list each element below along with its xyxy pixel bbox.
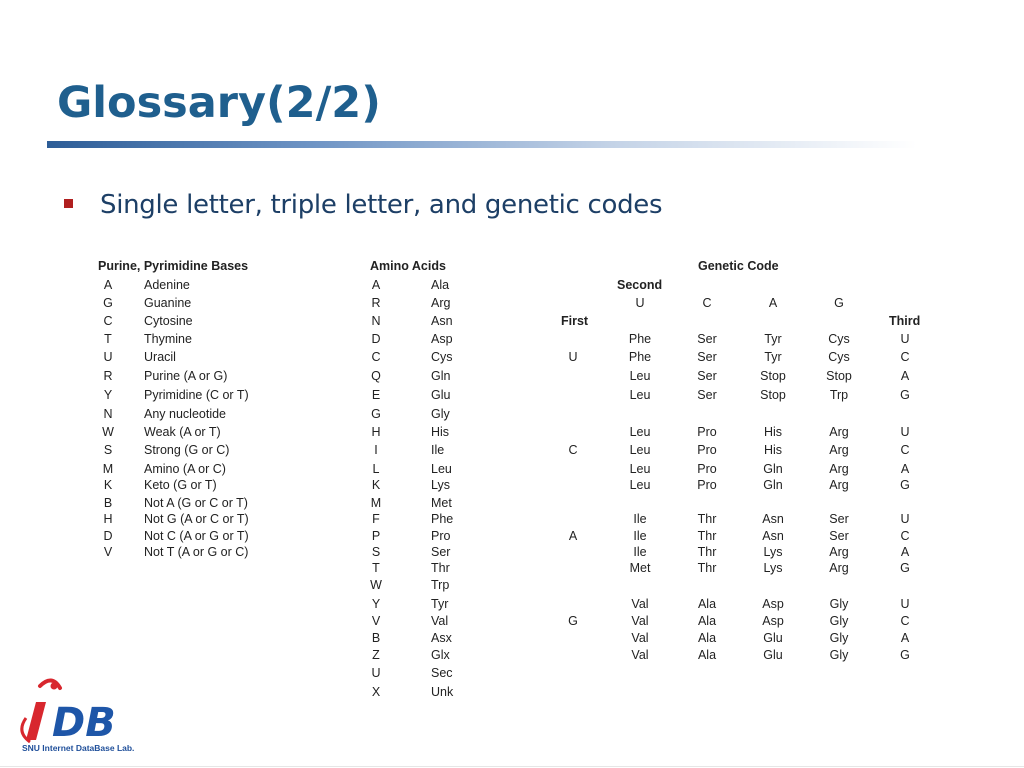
base-name: Any nucleotide <box>144 407 227 421</box>
base-name: Not T (A or G or C) <box>144 545 249 559</box>
amino-single-letter: L <box>372 462 380 476</box>
codon-amino-acid: Ala <box>697 597 717 611</box>
codon-amino-acid: Ser <box>829 512 849 526</box>
amino-three-letter: Asx <box>431 631 452 645</box>
amino-three-letter: Leu <box>431 462 452 476</box>
codon-amino-acid: Ala <box>697 614 717 628</box>
base-name: Thymine <box>144 332 192 346</box>
codon-amino-acid: Met <box>629 561 651 575</box>
third-base: C <box>900 350 910 364</box>
amino-single-letter: S <box>371 545 381 559</box>
base-name: Not G (A or C or T) <box>144 512 249 526</box>
second-base-a: A <box>768 296 778 310</box>
codon-amino-acid: His <box>763 425 783 439</box>
third-base: A <box>900 545 910 559</box>
amino-acids-header: Amino Acids <box>370 259 446 273</box>
codon-amino-acid: Thr <box>697 561 717 575</box>
third-base: C <box>900 443 910 457</box>
amino-three-letter: Thr <box>431 561 450 575</box>
base-code: C <box>103 314 113 328</box>
base-code: N <box>103 407 113 421</box>
codon-amino-acid: Cys <box>828 332 850 346</box>
third-base: C <box>900 614 910 628</box>
amino-three-letter: Glx <box>431 648 450 662</box>
codon-amino-acid: Asn <box>762 512 784 526</box>
third-base: A <box>900 462 910 476</box>
base-code: D <box>103 529 113 543</box>
base-name: Not C (A or G or T) <box>144 529 249 543</box>
amino-single-letter: I <box>374 443 378 457</box>
third-base: G <box>900 648 910 662</box>
codon-amino-acid: Arg <box>829 561 849 575</box>
codon-amino-acid: Gly <box>829 648 849 662</box>
amino-single-letter: Y <box>371 597 381 611</box>
first-position-label: First <box>561 314 589 328</box>
codon-amino-acid: Ser <box>829 529 849 543</box>
codon-amino-acid: Ile <box>633 529 647 543</box>
codon-amino-acid: Ser <box>697 369 717 383</box>
codon-amino-acid: Val <box>631 614 649 628</box>
codon-amino-acid: Gln <box>763 462 783 476</box>
amino-single-letter: D <box>371 332 381 346</box>
third-base: G <box>900 561 910 575</box>
codon-amino-acid: Ser <box>697 350 717 364</box>
third-base: U <box>900 512 910 526</box>
base-name: Keto (G or T) <box>144 478 217 492</box>
codon-amino-acid: Leu <box>629 462 651 476</box>
codon-amino-acid: Trp <box>829 388 849 402</box>
codon-amino-acid: Ser <box>697 388 717 402</box>
codon-amino-acid: Pro <box>697 478 717 492</box>
amino-three-letter: Gln <box>431 369 451 383</box>
base-code: S <box>103 443 113 457</box>
codon-amino-acid: Pro <box>697 462 717 476</box>
amino-three-letter: Phe <box>431 512 454 526</box>
first-base-u: U <box>568 350 578 364</box>
bullet-text: Single letter, triple letter, and genetic codes <box>100 190 663 220</box>
bullet-square-icon <box>64 199 73 208</box>
amino-single-letter: P <box>371 529 381 543</box>
base-code: B <box>103 496 113 510</box>
amino-three-letter: Tyr <box>431 597 449 611</box>
amino-three-letter: Ser <box>431 545 451 559</box>
codon-amino-acid: Gly <box>829 631 849 645</box>
amino-three-letter: Ile <box>431 443 445 457</box>
amino-single-letter: F <box>372 512 380 526</box>
codon-amino-acid: Gln <box>763 478 783 492</box>
codon-amino-acid: Tyr <box>764 332 782 346</box>
amino-three-letter: Asp <box>431 332 453 346</box>
codon-amino-acid: Leu <box>629 443 651 457</box>
base-code: U <box>103 350 113 364</box>
codon-amino-acid: Val <box>631 597 649 611</box>
codon-amino-acid: Ile <box>633 545 647 559</box>
codon-amino-acid: Arg <box>829 478 849 492</box>
base-code: T <box>104 332 112 346</box>
title-divider <box>47 141 917 148</box>
codon-amino-acid: Gly <box>829 614 849 628</box>
footer-divider <box>0 766 1024 767</box>
codon-amino-acid: Arg <box>829 462 849 476</box>
codon-amino-acid: Stop <box>826 369 852 383</box>
amino-three-letter: Unk <box>431 685 454 699</box>
third-base: C <box>900 529 910 543</box>
amino-single-letter: A <box>371 278 381 292</box>
base-code: M <box>102 462 114 476</box>
amino-three-letter: Trp <box>431 578 450 592</box>
amino-single-letter: K <box>371 478 381 492</box>
codon-amino-acid: Asn <box>762 529 784 543</box>
second-base-c: C <box>702 296 712 310</box>
codon-amino-acid: Stop <box>760 369 786 383</box>
codon-amino-acid: Leu <box>629 369 651 383</box>
base-name: Strong (G or C) <box>144 443 230 457</box>
amino-single-letter: B <box>371 631 381 645</box>
amino-three-letter: Arg <box>431 296 451 310</box>
codon-amino-acid: Arg <box>829 443 849 457</box>
codon-amino-acid: Ser <box>697 332 717 346</box>
third-base: G <box>900 388 910 402</box>
codon-amino-acid: Thr <box>697 512 717 526</box>
codon-amino-acid: Phe <box>628 332 652 346</box>
codon-amino-acid: Stop <box>760 388 786 402</box>
base-name: Amino (A or C) <box>144 462 226 476</box>
codon-amino-acid: His <box>763 443 783 457</box>
codon-amino-acid: Tyr <box>764 350 782 364</box>
amino-single-letter: Q <box>371 369 381 383</box>
amino-single-letter: G <box>371 407 381 421</box>
codon-amino-acid: Lys <box>763 545 783 559</box>
codon-amino-acid: Arg <box>829 425 849 439</box>
base-name: Purine (A or G) <box>144 369 228 383</box>
base-code: V <box>103 545 113 559</box>
codon-amino-acid: Thr <box>697 529 717 543</box>
codon-amino-acid: Leu <box>629 388 651 402</box>
base-name: Uracil <box>144 350 176 364</box>
third-base: G <box>900 478 910 492</box>
base-code: Y <box>103 388 113 402</box>
amino-single-letter: W <box>370 578 382 592</box>
third-base: U <box>900 425 910 439</box>
base-code: H <box>103 512 113 526</box>
amino-three-letter: Cys <box>431 350 453 364</box>
codon-amino-acid: Glu <box>763 648 783 662</box>
amino-three-letter: Sec <box>431 666 453 680</box>
slide-title: Glossary(2/2) <box>57 78 381 128</box>
base-code: W <box>102 425 114 439</box>
codon-amino-acid: Leu <box>629 478 651 492</box>
codon-amino-acid: Pro <box>697 425 717 439</box>
base-code: K <box>103 478 113 492</box>
codon-amino-acid: Cys <box>828 350 850 364</box>
amino-single-letter: R <box>371 296 381 310</box>
codon-amino-acid: Ala <box>697 631 717 645</box>
amino-single-letter: N <box>371 314 381 328</box>
bases-header: Purine, Pyrimidine Bases <box>98 259 249 273</box>
codon-amino-acid: Leu <box>629 425 651 439</box>
codon-amino-acid: Asp <box>762 614 784 628</box>
codon-amino-acid: Ala <box>697 648 717 662</box>
logo-caption: SNU Internet DataBase Lab. <box>22 743 135 753</box>
amino-single-letter: T <box>372 561 380 575</box>
amino-single-letter: U <box>371 666 381 680</box>
codon-amino-acid: Glu <box>763 631 783 645</box>
amino-single-letter: E <box>371 388 381 402</box>
amino-three-letter: Gly <box>431 407 450 421</box>
base-name: Cytosine <box>144 314 193 328</box>
first-base-a: A <box>568 529 578 543</box>
codon-amino-acid: Lys <box>763 561 783 575</box>
codon-amino-acid: Asp <box>762 597 784 611</box>
amino-single-letter: V <box>371 614 381 628</box>
base-code: R <box>103 369 113 383</box>
codon-amino-acid: Arg <box>829 545 849 559</box>
amino-single-letter: H <box>371 425 381 439</box>
codon-amino-acid: Ile <box>633 512 647 526</box>
amino-single-letter: C <box>371 350 381 364</box>
second-base-g: G <box>834 296 844 310</box>
amino-three-letter: His <box>431 425 450 439</box>
third-base: U <box>900 332 910 346</box>
amino-single-letter: M <box>370 496 382 510</box>
amino-three-letter: Glu <box>431 388 451 402</box>
amino-three-letter: Val <box>431 614 449 628</box>
third-position-label: Third <box>889 314 921 328</box>
amino-single-letter: X <box>371 685 381 699</box>
codon-amino-acid: Val <box>631 631 649 645</box>
amino-three-letter: Asn <box>431 314 453 328</box>
codon-amino-acid: Phe <box>628 350 652 364</box>
genetic-code-header: Genetic Code <box>698 259 779 273</box>
second-position-label: Second <box>617 278 663 292</box>
base-name: Pyrimidine (C or T) <box>144 388 249 402</box>
amino-three-letter: Pro <box>431 529 451 543</box>
third-base: A <box>900 369 910 383</box>
amino-three-letter: Met <box>431 496 452 510</box>
codon-amino-acid: Val <box>631 648 649 662</box>
third-base: U <box>900 597 910 611</box>
base-code: A <box>103 278 113 292</box>
base-code: G <box>103 296 113 310</box>
codon-amino-acid: Pro <box>697 443 717 457</box>
codon-amino-acid: Gly <box>829 597 849 611</box>
base-name: Adenine <box>144 278 190 292</box>
third-base: A <box>900 631 910 645</box>
amino-single-letter: Z <box>372 648 380 662</box>
first-base-c: C <box>568 443 578 457</box>
svg-text:DB: DB <box>52 700 116 746</box>
amino-three-letter: Lys <box>431 478 450 492</box>
first-base-g: G <box>568 614 578 628</box>
base-name: Weak (A or T) <box>144 425 221 439</box>
amino-three-letter: Ala <box>431 278 450 292</box>
base-name: Not A (G or C or T) <box>144 496 248 510</box>
base-name: Guanine <box>144 296 192 310</box>
codon-amino-acid: Thr <box>697 545 717 559</box>
second-base-u: U <box>635 296 645 310</box>
